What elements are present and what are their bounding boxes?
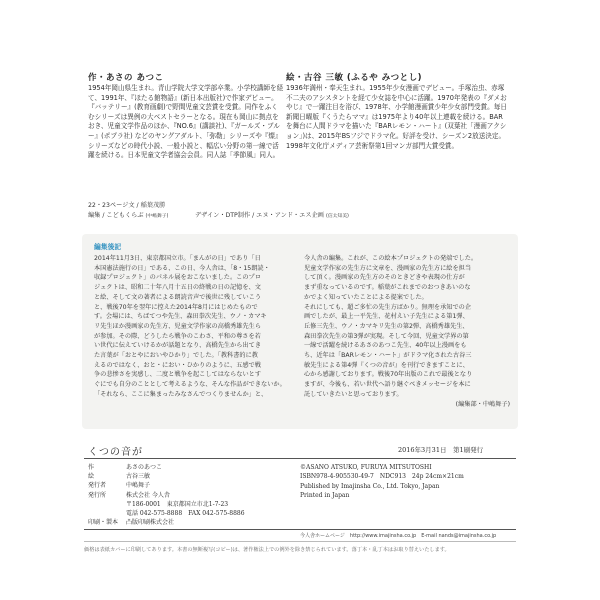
editor-label: 編集 / こどもくらぶ: [88, 212, 144, 219]
design-credit: [195, 211, 349, 221]
row-label: 発行所: [88, 491, 107, 499]
memo-line: 森田拳次先生の第3弾が実現。そして今回、児童文学界の第: [304, 332, 469, 340]
colophon-bottom-rule: [84, 529, 516, 530]
printed-in-line: Printed in Japan: [300, 491, 350, 499]
editors-note-left-column: [94, 254, 300, 400]
memo-line: が参加。その際、どうしたら戦争のこわさ、平和の尊さを若: [94, 332, 261, 340]
row-value: 凸版印刷株式会社: [126, 519, 175, 527]
memo-signature: (編集部・中嶋舞子): [455, 400, 510, 408]
memo-line: それにしても、超ご多忙の先生方ばかり。無理を承知での企: [304, 303, 472, 311]
memo-line: かでよく知っていたことによる提案でした。: [304, 293, 428, 301]
memo-line: して頂く。漫画家の先生方のそのときどきや表現の仕方が: [304, 274, 465, 282]
row-label: [88, 500, 126, 509]
memo-line: えるのではなく、おと・におい・ひかりのように、五感で戦: [94, 361, 261, 369]
row-value: 古谷三敏: [126, 473, 151, 481]
memo-line: 今人舎の編集。これが、この絵本プロジェクトの発端でした。: [304, 255, 478, 262]
memo-line: と、戦後70年を翌年に控えた2014年8月にはじめたもので: [94, 303, 258, 311]
memo-line: 敏先生による第4弾『くつの音が』を刊行できますことに、: [304, 361, 469, 369]
illustrator-bio-text: 1936年満州・奉天生まれ。1955年少女漫画でデビュー。手塚治虫、赤塚不二夫のアシスタントを経て少女誌を中心に活躍。1970年発表の『ダメおやじ』で一躍注目を浴び、1978年、小学館漫画賞少年少女部門受賞。毎日新聞日曜版『くうたらママ』は1975年より40年以上連載を続ける。BARを舞台に人間ドラマを描いた『BARレモン・ハート』(双葉社「漫画アクション」)は、2015年BSフジでドラマ化。好評を受け、シーズン2放送決定。1998年文化庁メディア芸術祭第1回マンガ部門大賞受賞。: [286, 84, 507, 150]
colophon-row: [88, 491, 245, 500]
memo-line: 一線で活躍を続けるあさのあつこ先生、40年以上漫画をも: [304, 342, 467, 350]
book-title: くつの音が: [88, 447, 143, 458]
homepage-line: 今人舎ホームページ http://www.imajinsha.co.jp E-mail nands@imajinsha.co.jp: [300, 533, 497, 539]
isbn-line: ISBN978-4-905530-49-7 NDC913 24p 24cm×21cm: [300, 473, 464, 481]
row-value: 株式会社 今人舎: [126, 491, 170, 499]
editors-note-heading: 編集後記: [94, 243, 122, 251]
colophon-row: [88, 518, 245, 527]
memo-line: ぐにでも自分のこととして考えるような、そんな作品ができないか。: [94, 381, 286, 389]
memo-line: 丘修三先生、ウノ・カマキリ先生の第2弾、高橋秀雄先生、: [304, 322, 469, 330]
publisher-en-line: Published by Imajinsha Co., Ltd. Tokyo, Japan: [300, 482, 440, 490]
colophon-row: [88, 463, 245, 472]
memo-line: ますが、今後も、若い世代へ語り継ぐべきメッセージを本に: [304, 381, 471, 389]
footnote-rule: [84, 541, 516, 542]
page-note: 22・23ページ文 / 稲葉茂勝: [88, 202, 166, 209]
memo-line: 「それなら、ここに集まったみなさんでつくりませんか」と、: [94, 390, 268, 398]
author-name: 作・あさの あつこ: [88, 73, 164, 83]
memo-line: 本国憲法施行の日」である、この日、今人舎は、「8・15朗読・: [94, 264, 270, 272]
memo-line: 児童文学作家の先生方に文章を、漫画家の先生方に絵を担当: [304, 264, 472, 272]
memo-line: 2014年11月3日、東京都国立市。「まんがの日」であり「日: [94, 255, 261, 262]
colophon-row: [88, 481, 245, 490]
row-label: [88, 509, 126, 518]
publication-date: 2016年3月31日 第1刷発行: [398, 446, 484, 454]
design-label: デザイン・DTP制作 / エヌ・アンド・エス企画: [195, 212, 324, 219]
copyright-line: ©ASANO ATSUKO, FURUYA MITSUTOSHI: [300, 464, 432, 471]
colophon-top-rule: [84, 458, 516, 459]
editors-note-right-column: [304, 254, 510, 409]
editors-note-box: [82, 234, 518, 429]
editor-credit: [88, 211, 168, 221]
memo-line: 託していきたいと思っております。: [304, 390, 403, 398]
row-value: 電話 042-575-8888 FAX 042-575-8886: [126, 510, 245, 518]
row-value: あさのあつこ: [126, 464, 163, 471]
colophon-left: [88, 463, 245, 527]
row-value: 中嶋舞子: [126, 482, 151, 490]
memo-line: い世代に伝えていけるかが話題となり、高橋先生から出てき: [94, 342, 262, 350]
colophon-row: [88, 472, 245, 481]
row-label: 絵: [88, 473, 95, 481]
memo-line: ジェクトは、昭和二十年八月十五日の終戦の日の記憶を、文: [94, 284, 261, 292]
memo-line: 画でしたが、最上一平先生、花村えい子先生による第1弾、: [304, 313, 469, 321]
author-bio-text: 1954年岡山県生まれ。青山学院大学文学部卒業。小学校講師を経て、1991年、『ほたる館物語』(新日本出版社)で作家デビュー。『バッテリー』(教育画劇)で野間児童文芸賞を受賞。同作をふくむシリーズは異例の大ベストセラーとなる。現在も岡山に拠点をおき、児童文学作品のほか、『NO.6』(講談社)、『ガールズ・ブルー』(ポプラ社) などのヤングアダルト、「弥勒」シリーズや『燦』シリーズなどの時代小説、一般小説と、幅広い分野の第一線で活躍を続ける。日本児童文学者協会会員。同人誌「季節風」同人。: [88, 84, 284, 160]
memo-line: まず重なっているのです。稲葉がこれまでのおつきあいのな: [304, 284, 471, 292]
memo-line: と絵、そして文の著者による朗読音声で後世に残していこう: [94, 293, 262, 301]
colophon-row: [88, 509, 245, 518]
design-sub: (信太知美): [325, 214, 349, 219]
footnote: 価格は表紙カバーに印刷してあります。本書の無断複写(コピー)は、著作権法上での例外を除き禁じられています。落丁本・乱丁本はお取り替えいたします。: [84, 547, 450, 553]
memo-line: す。会場には、ちばてつや先生、森田拳次先生、ウノ・カマキ: [94, 313, 267, 321]
memo-line: リ先生ほか漫画家の先生方、児童文学作家の高橋秀雄先生ら: [94, 322, 262, 330]
memo-line: ち、近年は「BARレモン・ハート」がドラマ化された古谷三: [304, 352, 472, 360]
memo-line: 心から感謝しております。戦後70年出版のこれで最後となり: [304, 371, 473, 379]
row-label: 発行者: [88, 482, 107, 490]
row-label: 作: [88, 464, 95, 471]
colophon-row: [88, 500, 245, 509]
memo-line: た言葉が「おとやにおいやひかり」でした。「教科書的に教: [94, 352, 258, 360]
colophon-right: [300, 463, 464, 500]
memo-line: 収録プロジェクト」のパネル展をおこないました。このプロ: [94, 274, 261, 282]
editor-sub: (中嶋舞子): [145, 214, 169, 219]
illustrator-name: 絵・古谷 三敏 (ふるや みつとし): [286, 73, 422, 83]
row-label: 印刷・製本: [88, 519, 119, 527]
memo-line: 争の悲惨さを実感し、二度と戦争を起こしてはならないとす: [94, 371, 262, 379]
row-value: 〒186-0001 東京都国立市北1-7-23: [126, 500, 229, 508]
